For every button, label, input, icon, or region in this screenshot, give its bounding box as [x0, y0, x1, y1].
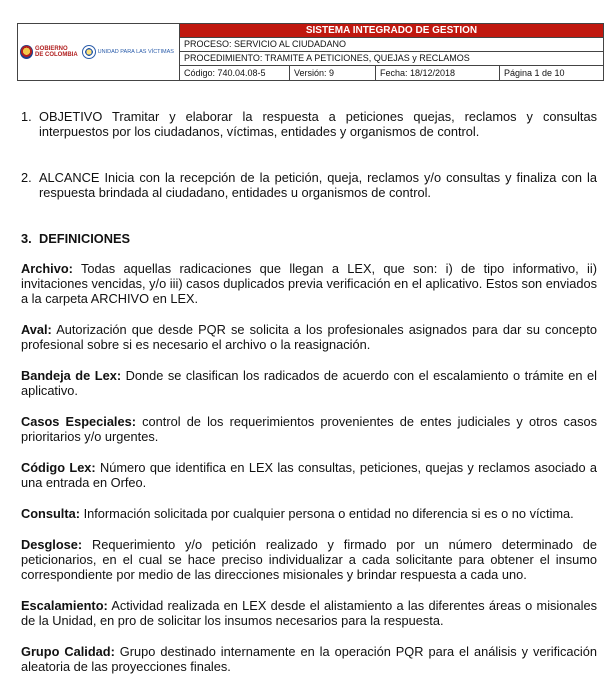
section-alcance: 2. ALCANCE Inicia con la recepción de la petición, queja, reclamos y/o consultas y finaliza con la respuesta brindada al ciudadano, entidades u organismos de control. [21, 170, 597, 200]
section-text: Tramitar y elaborar la respuesta a peticiones quejas, reclamos y consultas interpuestos por los ciudadanos, víctimas, entidades y organismos de control. [39, 109, 597, 139]
definition-item: Código Lex: Número que identifica en LEX las consultas, peticiones, quejas y reclamos asociado a una entrada en Orfeo. [21, 460, 597, 490]
section-text: Inicia con la recepción de la petición, queja, reclamos y/o consultas y finaliza con la respuesta brindada al ciudadano, entidades u organismos de control. [39, 170, 597, 200]
definition-item: Consulta: Información solicitada por cualquier persona o entidad no diferencia si es o no víctima. [21, 506, 574, 521]
system-title: SISTEMA INTEGRADO DE GESTION [180, 24, 604, 38]
section-title: OBJETIVO [39, 109, 103, 124]
section-title: ALCANCE [39, 170, 100, 185]
colombia-seal-icon [20, 45, 33, 59]
definition-item: Casos Especiales: control de los requerimientos provenientes de entes judiciales y otros casos prioritarios y/o urgentes. [21, 414, 597, 444]
unidad-seal-icon [82, 45, 96, 59]
gobierno-logo: GOBIERNO DE COLOMBIA [20, 45, 78, 59]
version-label: Versión: 9 [290, 66, 376, 81]
definition-item: Archivo: Todas aquellas radicaciones que llegan a LEX, que son: i) de tipo informativo, ii) invitaciones vencidas, y/o iii) casos duplicados previa verificación en el aplicativo. Estos son enviados a la carpeta ARCHIVO en LEX. [21, 261, 597, 306]
definitions-heading: 3. DEFINICIONES [21, 231, 131, 246]
document-header [17, 23, 604, 81]
definition-item: Escalamiento: Actividad realizada en LEX desde el alistamiento a las diferentes áreas o misionales de la Unidad, en pro de solicitar los insumos necesarios para la respuesta. [21, 598, 597, 628]
definition-item: Desglose: Requerimiento y/o petición realizado y firmado por un número determinado de peticionarios, en el cual se hace preciso individualizar a cada solicitante para obtener el insumo correspondiente por medio de las direcciones misionales y brindar respuesta a cada uno. [21, 537, 597, 582]
document-body [21, 109, 597, 674]
unidad-victimas-logo: UNIDAD PARA LAS VÍCTIMAS [82, 45, 174, 59]
page-label: Página 1 de 10 [500, 66, 604, 81]
logos-cell [18, 24, 180, 81]
definition-item: Grupo Calidad: Grupo destinado internamente en la operación PQR para el análisis y verificación aleatoria de las proyecciones finales. [21, 644, 598, 674]
code-label: Código: 740.04.08-5 [180, 66, 290, 81]
procedure-label: PROCEDIMIENTO: TRAMITE A PETICIONES, QUEJAS y RECLAMOS [180, 52, 604, 66]
date-label: Fecha: 18/12/2018 [376, 66, 500, 81]
section-objetivo: 1. OBJETIVO Tramitar y elaborar la respuesta a peticiones quejas, reclamos y consultas interpuestos por los ciudadanos, víctimas, entidades y organismos de control. [21, 109, 597, 139]
process-label: PROCESO: SERVICIO AL CIUDADANO [180, 38, 604, 52]
definition-item: Aval: Autorización que desde PQR se solicita a los profesionales asignados para dar su concepto profesional sobre si es necesario el archivo o la reasignación. [21, 322, 597, 352]
definition-item: Bandeja de Lex: Donde se clasifican los radicados de acuerdo con el escalamiento o trámite en el aplicativo. [21, 368, 597, 398]
